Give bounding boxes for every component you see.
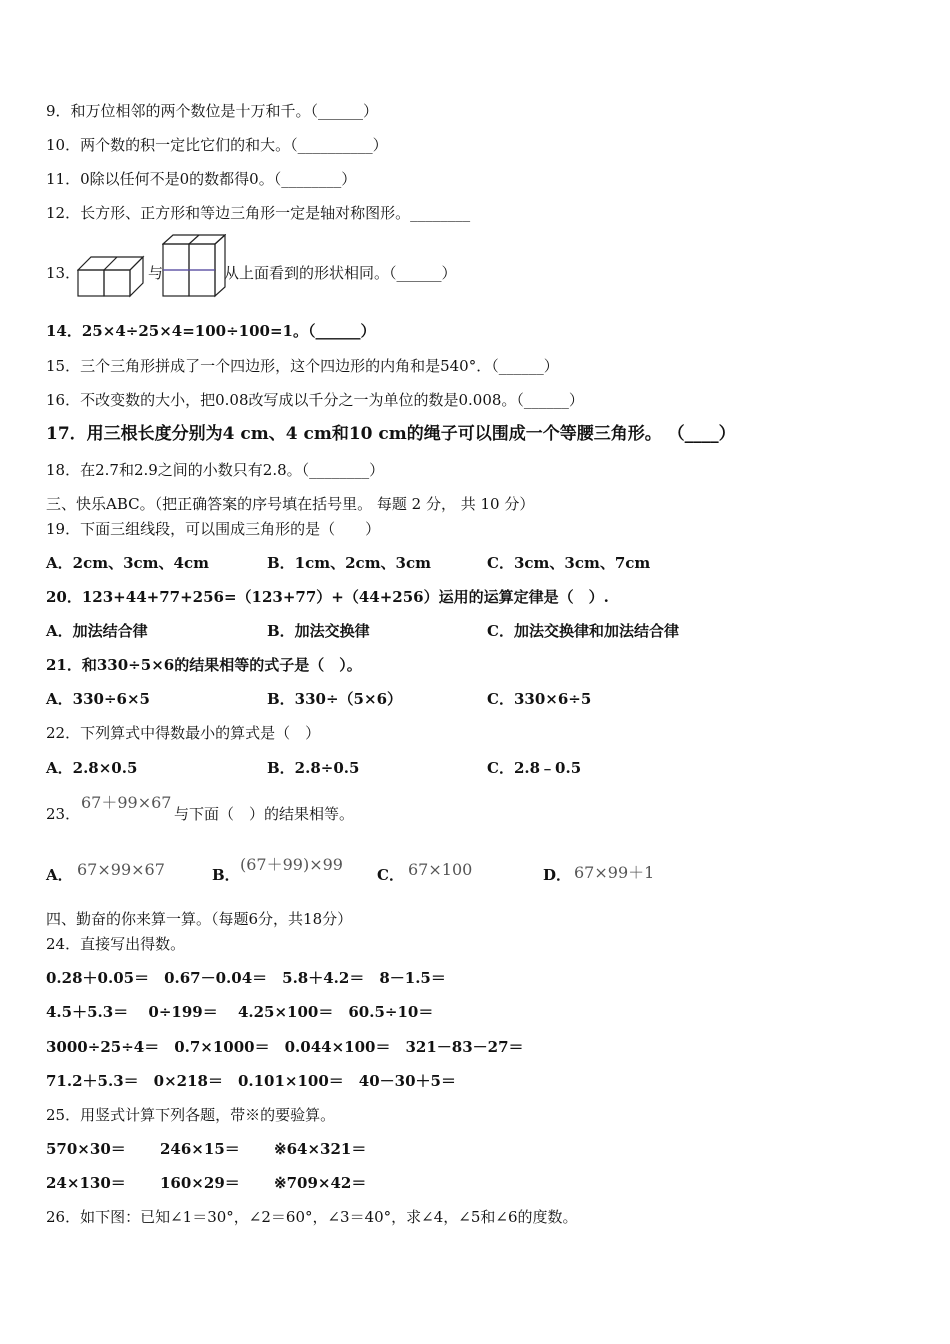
question-22-stem: 22．下列算式中得数最小的算式是（ ） [46, 724, 321, 742]
vertical-calc-item: 246×15＝ [160, 1140, 240, 1158]
question-22-option-c: C．2.8﹣0.5 [487, 759, 582, 777]
vertical-calc-item: ※64×321＝ [274, 1140, 367, 1158]
question-19-option-c: C．3cm、3cm、7cm [487, 554, 651, 572]
question-20-option-c: C．加法交换律和加法结合律 [487, 622, 679, 640]
question-23-option-b-label: B． [212, 866, 240, 884]
question-20-option-a: A．加法结合律 [46, 622, 148, 640]
question-23-option-c-label: C． [377, 866, 404, 884]
question-10: 10．两个数的积一定比它们的和大。（__________） [46, 136, 388, 154]
question-21-option-c: C．330×6÷5 [487, 690, 592, 708]
question-19-option-b: B．1cm、2cm、3cm [267, 554, 432, 572]
question-19-option-a: A．2cm、3cm、4cm [46, 554, 209, 572]
question-19-stem: 19．下面三组线段，可以围成三角形的是（ ） [46, 520, 381, 538]
question-13-mid: 与 [148, 264, 164, 282]
question-23-expression: 67＋99×67 [81, 793, 172, 812]
section-3-title: 三、快乐ABC。（把正确答案的序号填在括号里。 每题 2 分， 共 10 分） [46, 495, 535, 513]
question-17: 17．用三根长度分别为4 cm、4 cm和10 cm的绳子可以围成一个等腰三角形。 （____） [46, 424, 736, 444]
question-14: 14．25×4÷25×4=100÷100=1。（______） [46, 322, 376, 340]
question-11: 11．0除以任何不是0的数都得0。（________） [46, 170, 357, 188]
question-26: 26．如下图：已知∠1＝30°，∠2＝60°，∠3＝40°，求∠4，∠5和∠6的度数。 [46, 1208, 578, 1226]
question-23-option-a-expr: 67×99×67 [77, 860, 165, 879]
question-23-option-c-expr: 67×100 [408, 860, 473, 879]
question-20-option-b: B．加法交换律 [267, 622, 370, 640]
calc-row-4: 71.2＋5.3＝ 0×218＝ 0.101×100＝ 40－30＋5＝ [46, 1072, 456, 1090]
question-22-option-a: A．2.8×0.5 [46, 759, 138, 777]
question-9: 9．和万位相邻的两个数位是十万和千。（______） [46, 102, 379, 120]
question-23-option-d-label: D． [543, 866, 572, 884]
question-13-number: 13． [46, 264, 81, 282]
question-18: 18．在2.7和2.9之间的小数只有2.8。（________） [46, 461, 385, 479]
cube-figure-2 [162, 234, 226, 300]
calc-row-1: 0.28＋0.05＝ 0.67－0.04＝ 5.8＋4.2＝ 8－1.5＝ [46, 969, 446, 987]
question-23-number: 23． [46, 805, 81, 823]
question-12: 12．长方形、正方形和等边三角形一定是轴对称图形。________ [46, 204, 471, 222]
question-23-option-b-expr: (67＋99)×99 [240, 855, 343, 874]
question-23-option-d-expr: 67×99＋1 [574, 863, 655, 882]
question-13-text: 从上面看到的形状相同。（______） [224, 264, 457, 282]
question-22-option-b: B．2.8÷0.5 [267, 759, 360, 777]
calc-row-2: 4.5＋5.3＝ 0÷199＝ 4.25×100＝ 60.5÷10＝ [46, 1003, 434, 1021]
question-21-option-a: A．330÷6×5 [46, 690, 150, 708]
cube-figure-1 [77, 252, 147, 298]
question-20-stem: 20．123+44+77+256=（123+77）+（44+256）运用的运算定律是（ ）. [46, 588, 609, 606]
question-21-option-b: B．330÷（5×6） [267, 690, 403, 708]
section-4-title: 四、勤奋的你来算一算。（每题6分，共18分） [46, 910, 353, 928]
calc-row-3: 3000÷25÷4＝ 0.7×1000＝ 0.044×100＝ 321－83－27＝ [46, 1038, 524, 1056]
vertical-calc-item: 24×130＝ [46, 1174, 126, 1192]
question-23-option-a-label: A． [46, 866, 73, 884]
vertical-calc-item: 570×30＝ [46, 1140, 126, 1158]
vertical-calc-item: ※709×42＝ [274, 1174, 367, 1192]
question-15: 15．三个三角形拼成了一个四边形，这个四边形的内角和是540°．（______） [46, 357, 559, 375]
question-24-stem: 24．直接写出得数。 [46, 935, 186, 953]
question-25-stem: 25．用竖式计算下列各题，带※的要验算。 [46, 1106, 336, 1124]
question-16: 16．不改变数的大小，把0.08改写成以千分之一为单位的数是0.008。（______） [46, 391, 584, 409]
vertical-calc-item: 160×29＝ [160, 1174, 240, 1192]
question-23-text: 与下面（ ）的结果相等。 [174, 805, 355, 823]
question-21-stem: 21．和330÷5×6的结果相等的式子是（ ）。 [46, 656, 362, 674]
